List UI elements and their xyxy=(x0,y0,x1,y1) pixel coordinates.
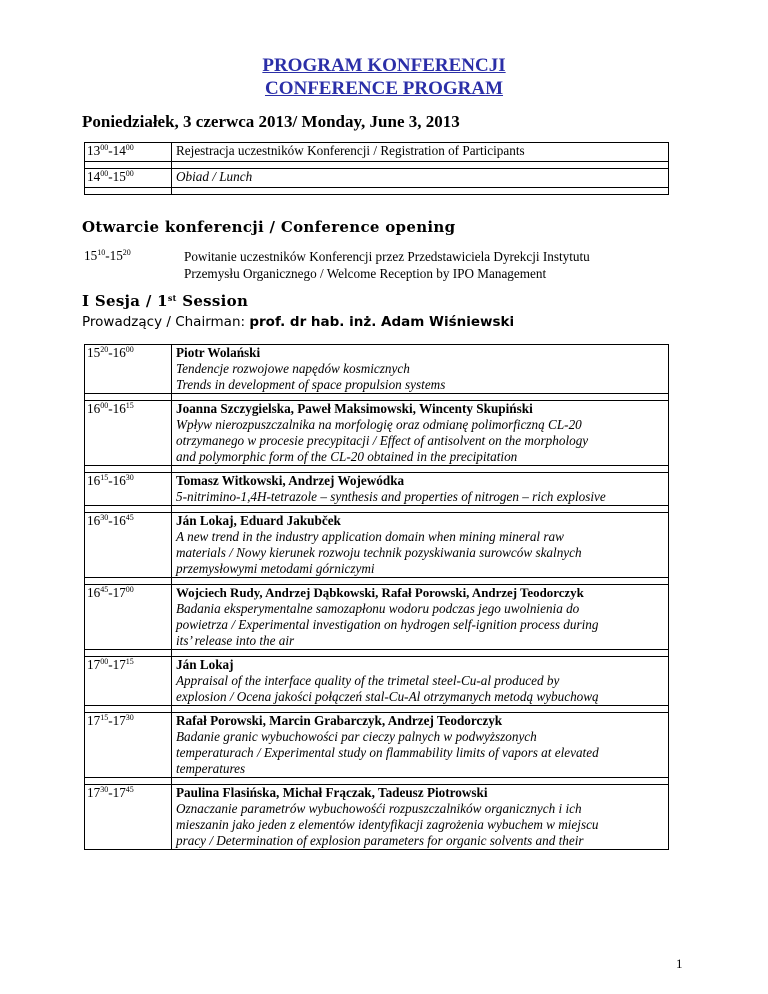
talk-cell: Joanna Szczygielska, Paweł Maksimowski, Wincenty Skupiński Wpływ nierozpuszczalnika na morfologię oraz odmianę polimorficzną CL-20 otrzymanego w procesie precypitacji / Effect of antisolvent on the morphology and polymorphic form of the CL-20 obtained in the precipitation xyxy=(172,401,669,466)
talk-authors: Piotr Wolański xyxy=(176,345,261,360)
session-schedule-table xyxy=(84,344,669,850)
day-heading: Poniedziałek, 3 czerwca 2013/ Monday, June 3, 2013 xyxy=(82,112,460,131)
table-row xyxy=(85,401,669,466)
table-row xyxy=(85,143,669,162)
talk-authors: Wojciech Rudy, Andrzej Dąbkowski, Rafał Porowski, Andrzej Teodorczyk xyxy=(176,586,584,600)
talk-authors: Tomasz Witkowski, Andrzej Wojewódka xyxy=(176,473,405,488)
talk-cell: Ján Lokaj, Eduard Jakubček A new trend in the industry application domain when mining mineral raw materials / Nowy kierunek rozwoju technik pozyskiwania surowców skalnych przemysłowymi metodami górniczymi xyxy=(172,513,669,578)
talk-authors: Ján Lokaj, Eduard Jakubček xyxy=(176,513,341,528)
table-row xyxy=(85,473,669,506)
talk-authors: Joanna Szczygielska, Paweł Maksimowski, Wincenty Skupiński xyxy=(176,401,533,416)
table-row xyxy=(85,657,669,706)
table-row xyxy=(85,345,669,394)
time-cell: $15^{20}-16^{00}$ xyxy=(85,345,172,394)
talk-cell: Tomasz Witkowski, Andrzej Wojewódka 5-nitrimino-1,4H-tetrazole – synthesis and properties of nitrogen – rich explosive xyxy=(172,473,669,506)
talk-authors: Paulina Flasińska, Michał Frączak, Tadeusz Piotrowski xyxy=(176,785,488,800)
time-cell: $17^{15}-17^{30}$ xyxy=(85,713,172,778)
talk-cell: Paulina Flasińska, Michał Frączak, Tadeusz Piotrowski Oznaczanie parametrów wybuchowośći rozpuszczalników organicznych i ich mieszanin jako jeden z elementów identyfikacji zagrożenia wybuchem w miejscu pracy / Determination of explosion parameters for organic solvents and their xyxy=(172,785,669,850)
table-row xyxy=(85,713,669,778)
time-cell: $16^{30}-16^{45}$ xyxy=(85,513,172,578)
table-row xyxy=(85,169,669,188)
talk-authors: Rafał Porowski, Marcin Grabarczyk, Andrzej Teodorczyk xyxy=(176,713,503,728)
program-title-en: CONFERENCE PROGRAM xyxy=(264,78,504,99)
time-cell: $14^{00}-15^{00}$ xyxy=(85,169,172,188)
talk-authors: Ján Lokaj xyxy=(176,657,234,672)
time-cell: $17^{00}-17^{15}$ xyxy=(85,657,172,706)
time-cell: $13^{00}-14^{00}$ xyxy=(85,143,172,162)
time-cell: $17^{30}-17^{45}$ xyxy=(85,785,172,850)
time-cell: $16^{15}-16^{30}$ xyxy=(85,473,172,506)
table-row xyxy=(85,585,669,650)
lunch-cell: Obiad / Lunch xyxy=(172,169,669,188)
table-row xyxy=(85,785,669,850)
session-heading: I Sesja / 1st Session xyxy=(82,292,249,310)
time-cell: $16^{45}-17^{00}$ xyxy=(85,585,172,650)
opening-description: Powitanie uczestników Konferencji przez Przedstawiciela Dyrekcji Instytutu Przemysłu Organicznego / Welcome Reception by IPO Management xyxy=(184,249,590,281)
talk-cell: Piotr Wolański Tendencje rozwojowe napędów kosmicznych Trends in development of space propulsion systems xyxy=(172,345,669,394)
session-chairman: Prowadzący / Chairman: prof. dr hab. inż. Adam Wiśniewski xyxy=(82,314,515,330)
opening-time: $15^{10}-15^{20}$ xyxy=(84,248,131,263)
talk-cell: Ján Lokaj Appraisal of the interface quality of the trimetal steel-Cu-al produced by explosion / Ocena jakości połączeń stal-Cu-Al otrzymanych metodą wybuchową xyxy=(172,657,669,706)
day-schedule-table xyxy=(84,142,669,195)
page-number: 1 xyxy=(676,956,683,971)
table-row xyxy=(85,513,669,578)
program-title-pl: PROGRAM KONFERENCJI xyxy=(262,55,506,76)
talk-cell: Wojciech Rudy, Andrzej Dąbkowski, Rafał Porowski, Andrzej Teodorczyk Badania eksperymentalne samozapłonu wodoru podczas jego uwolnienia do powietrza / Experimental investigation on hydrogen self-ignition process during its’ release into the air xyxy=(172,585,669,650)
registration-cell: Rejestracja uczestników Konferencji / Registration of Participants xyxy=(172,143,669,162)
talk-cell: Rafał Porowski, Marcin Grabarczyk, Andrzej Teodorczyk Badanie granic wybuchowości par cieczy palnych w podwyższonych temperaturach / Experimental study on flammability limits of vapors at elevated temperatures xyxy=(172,713,669,778)
time-cell: $16^{00}-16^{15}$ xyxy=(85,401,172,466)
opening-heading: Otwarcie konferencji / Conference opening xyxy=(82,218,456,236)
